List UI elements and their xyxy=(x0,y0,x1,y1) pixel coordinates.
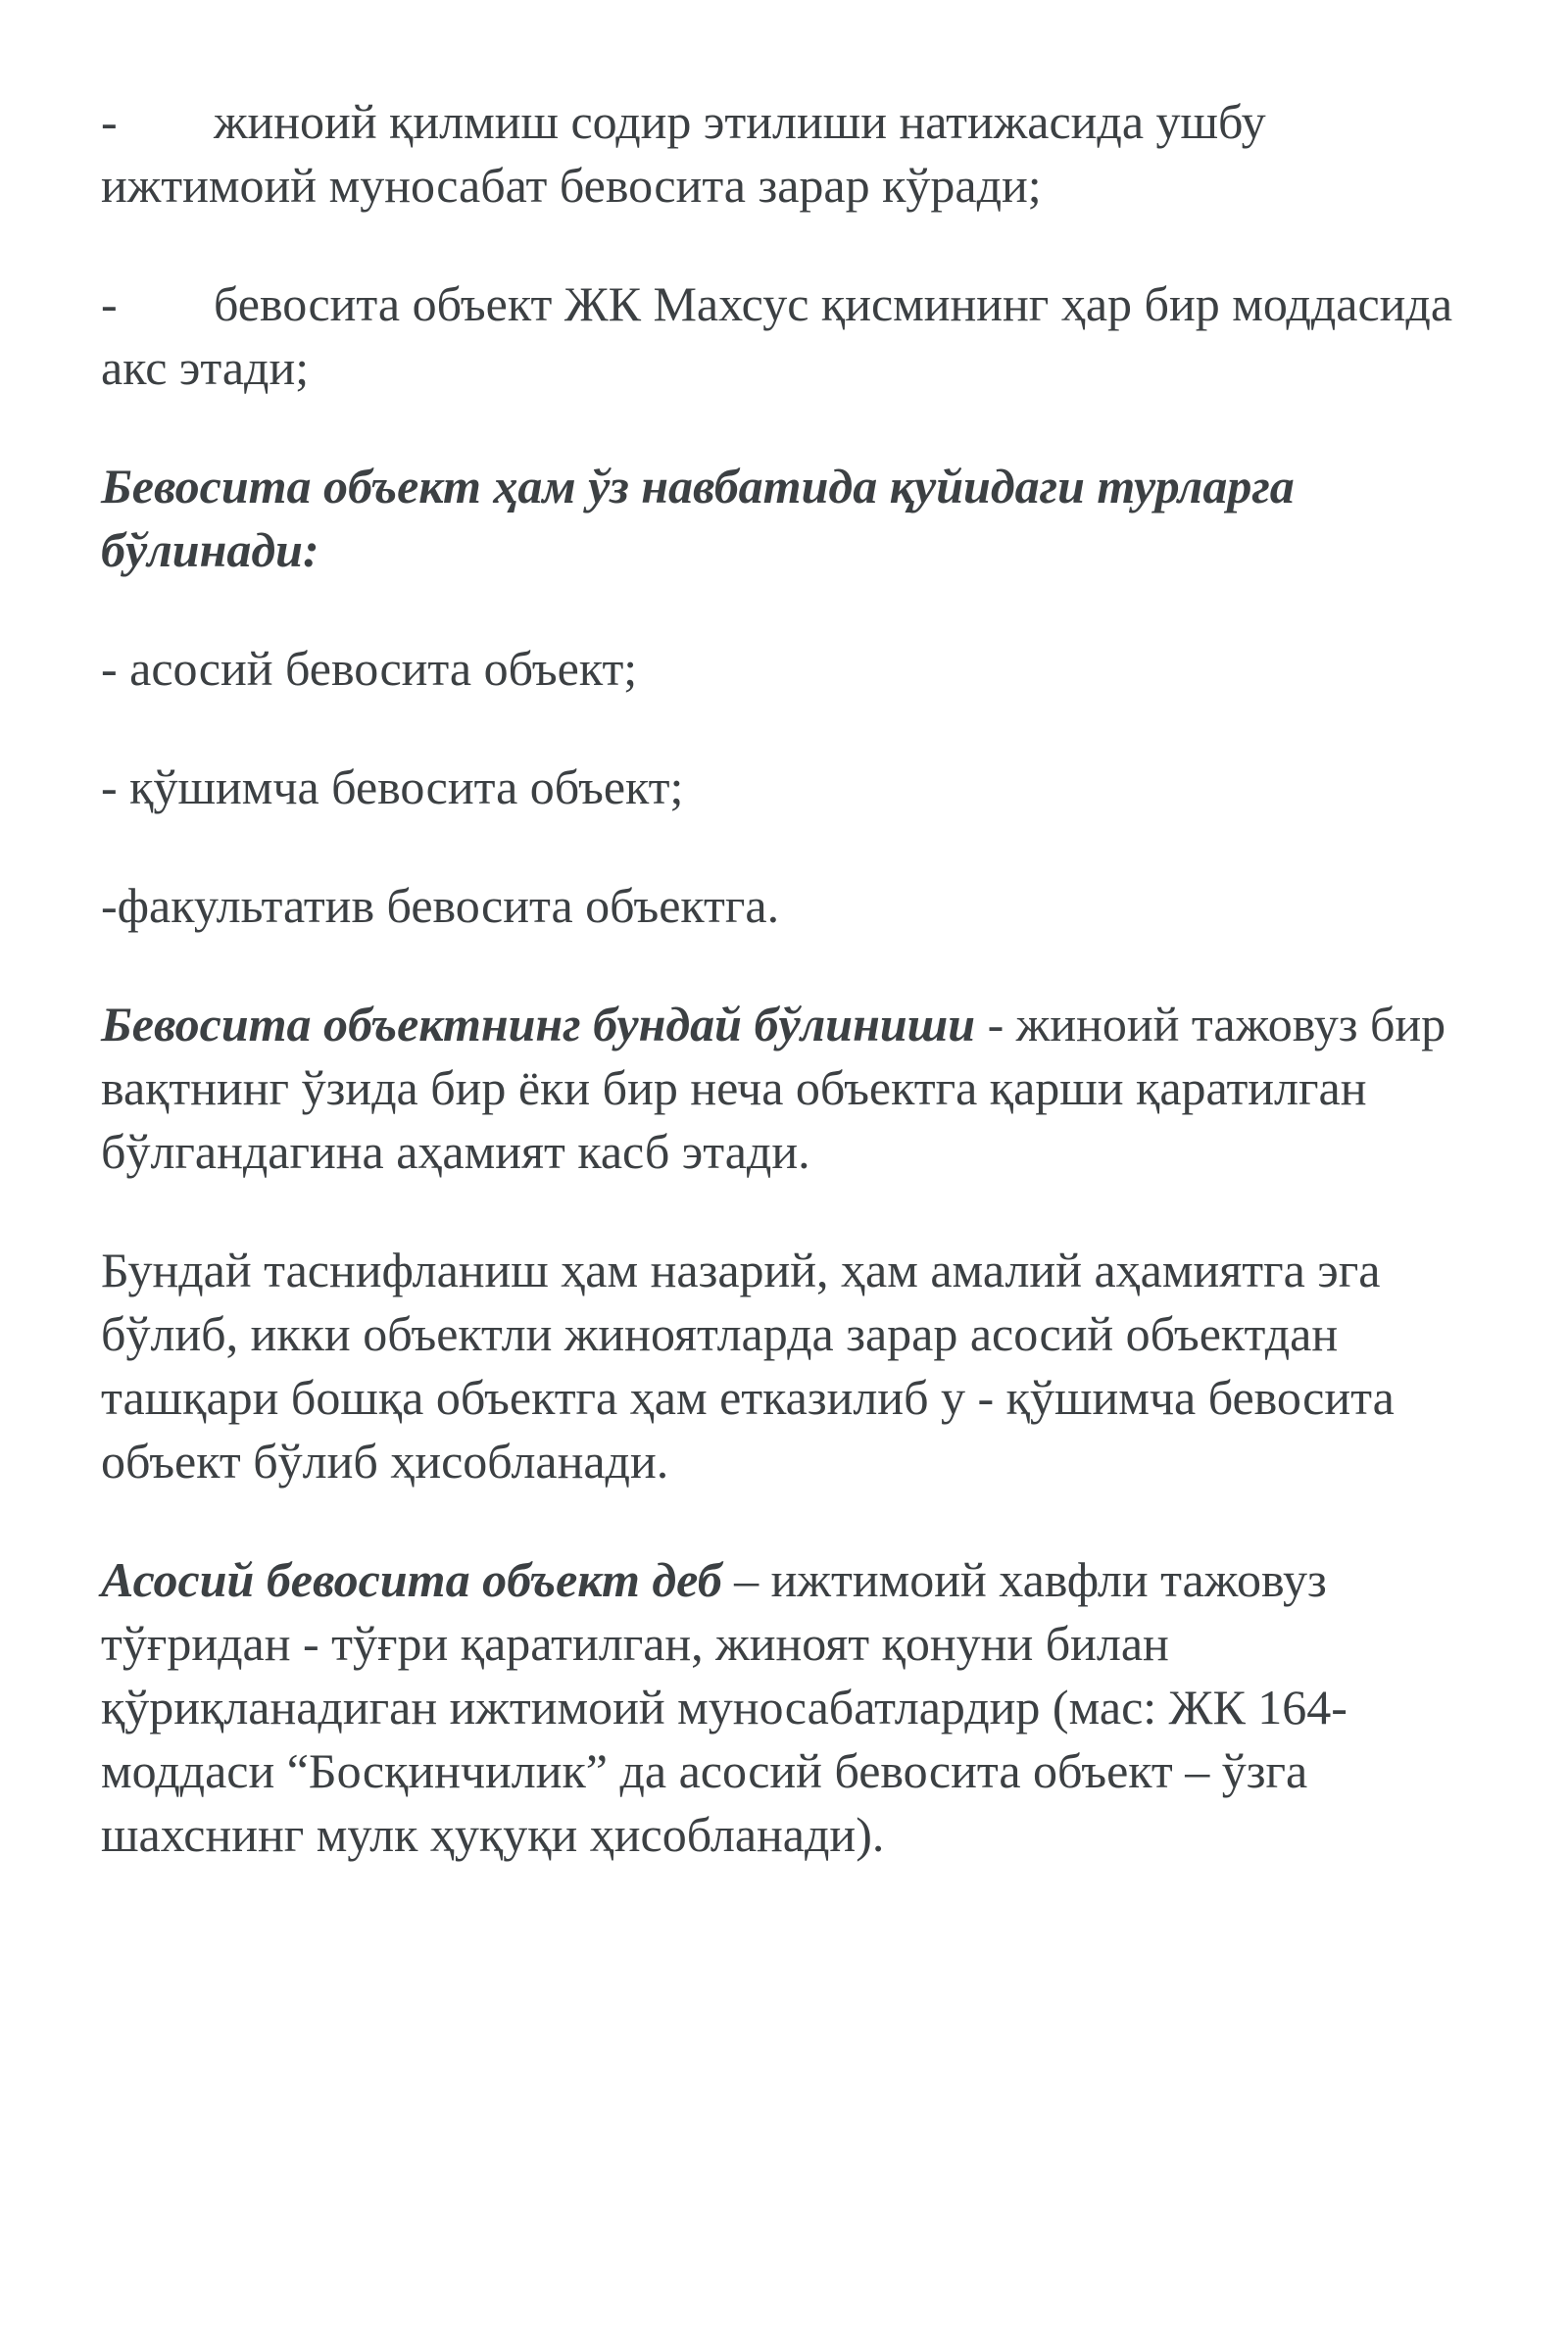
list-item xyxy=(101,90,1493,218)
document-body xyxy=(101,90,1493,1922)
list-dash: - xyxy=(101,276,118,331)
list-item xyxy=(101,272,1493,400)
paragraph-text: – ижтимоий хавфли тажовуз тўғридан - тўғри қаратилган, жиноят қонуни билан қўриқланадиган ижтимоий муносабатлардир (мас: ЖК 164-моддаси “Босқинчилик” да асосий бевосита объект – ўзга шахснинг мулк ҳуқуқи ҳисобланади). xyxy=(101,1552,1348,1862)
paragraph-text: - жиноий тажовуз бир вақтнинг ўзида бир ёки бир неча объектга қарши қаратилган бўлгандагина аҳамият касб этади. xyxy=(101,997,1446,1179)
body-paragraph: Бундай таснифланиш ҳам назарий, ҳам амалий аҳамиятга эга бўлиб, икки объектли жиноятларда зарар асосий объектдан ташқари бошқа объектга ҳам етказилиб у - қўшимча бевосита объект бўлиб ҳисобланади. xyxy=(101,1243,1395,1489)
emphasized-term: Асосий бевосита объект деб xyxy=(101,1552,722,1607)
list-item: - асосий бевосита объект; xyxy=(101,641,638,696)
list-item: - қўшимча бевосита объект; xyxy=(101,759,684,814)
definition-paragraph xyxy=(101,993,1493,1184)
list-dash: - xyxy=(101,94,118,149)
list-item-text: бевосита объект ЖК Махсус қисмининг ҳар бир моддасида акс этади; xyxy=(101,276,1453,395)
emphasized-term: Бевосита объектнинг бундай бўлиниши xyxy=(101,997,976,1051)
definition-paragraph xyxy=(101,1548,1493,1867)
list-item-text: жиноий қилмиш содир этилиши натижасида ушбу ижтимоий муносабат бевосита зарар кўради; xyxy=(101,94,1266,213)
list-item: -факультатив бевосита объектга. xyxy=(101,878,780,933)
section-heading: Бевосита объект ҳам ўз навбатида қуйидаги турларга бўлинади: xyxy=(101,459,1295,577)
